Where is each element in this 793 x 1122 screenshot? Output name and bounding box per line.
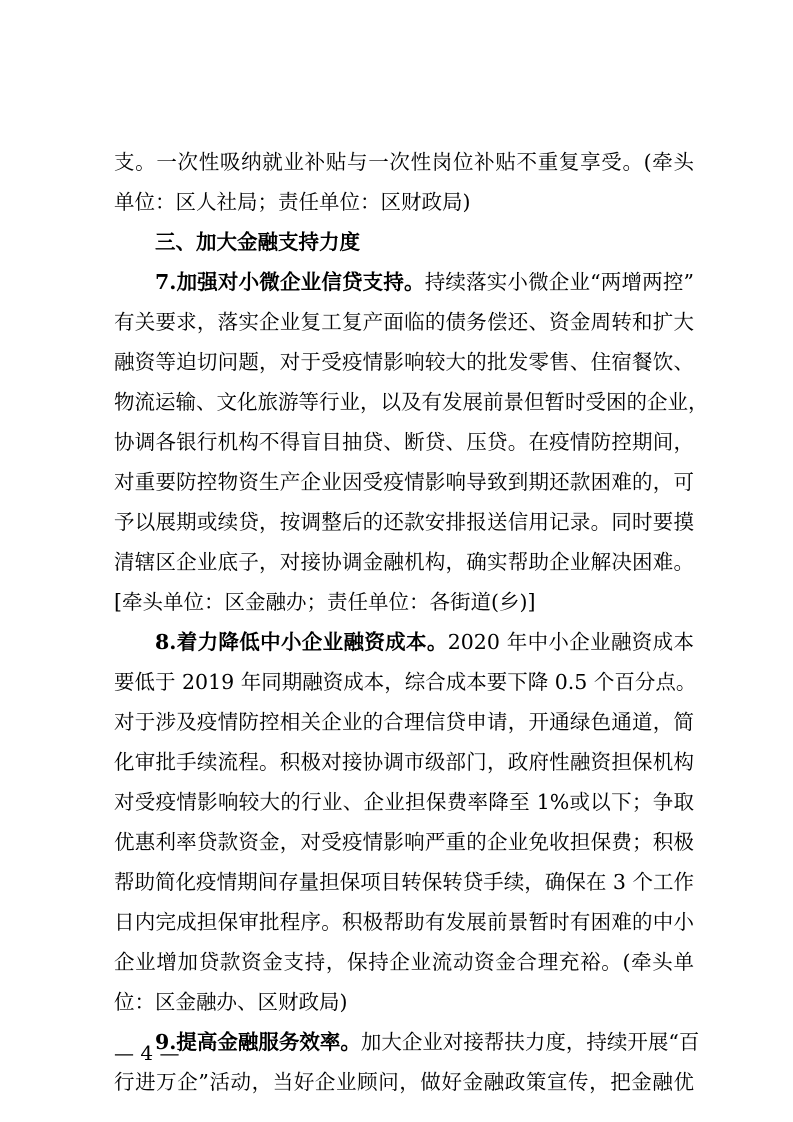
text-line	[114, 542, 694, 582]
page-number: — 4 —	[114, 1041, 180, 1065]
text-line	[114, 302, 694, 342]
line-text: 清辖区企业底子，对接协调金融机构，确实帮助企业解决困难。	[114, 550, 694, 574]
line-text: 对受疫情影响较大的行业、企业担保费率降至 1%或以下；争取	[114, 790, 694, 814]
document-body	[114, 142, 709, 1102]
item-title: 8.着力降低中小企业融资成本。	[155, 630, 448, 654]
section-heading	[114, 222, 694, 262]
line-text: 行进万企”活动，当好企业顾问，做好金融政策宣传，把金融优	[114, 1070, 694, 1094]
line-text: 单位：区人社局；责任单位：区财政局)	[114, 190, 471, 214]
line-text: 物流运输、文化旅游等行业，以及有发展前景但暂时受困的企业，	[114, 390, 709, 414]
line-text: 对于涉及疫情防控相关企业的合理信贷申请，开通绿色通道，简	[114, 710, 694, 734]
line-text: 融资等迫切问题，对于受疫情影响较大的批发零售、住宿餐饮、	[114, 350, 694, 374]
line-text: 化审批手续流程。积极对接协调市级部门，政府性融资担保机构	[114, 750, 694, 774]
text-line	[114, 342, 694, 382]
text-line	[114, 902, 694, 942]
text-line	[114, 502, 694, 542]
text-line	[114, 462, 694, 502]
line-text: 持续落实小微企业“两增两控”	[424, 270, 694, 294]
line-text: 有关要求，落实企业复工复产面临的债务偿还、资金周转和扩大	[114, 310, 694, 334]
heading-text: 三、加大金融支持力度	[155, 230, 360, 254]
text-line	[114, 142, 694, 182]
paragraph-first-line	[114, 622, 694, 662]
text-line	[114, 822, 694, 862]
text-line	[114, 582, 694, 622]
item-title: 9.提高金融服务效率。	[155, 1030, 361, 1054]
text-line	[114, 382, 709, 422]
text-line	[114, 662, 697, 702]
text-line	[114, 862, 694, 902]
line-text: 加大企业对接帮扶力度，持续开展“百	[360, 1030, 700, 1054]
line-text: 协调各银行机构不得盲目抽贷、断贷、压贷。在疫情防控期间，	[114, 430, 694, 454]
paragraph-first-line	[114, 262, 694, 302]
line-text: 2020 年中小企业融资成本	[447, 630, 694, 654]
text-line	[114, 1062, 694, 1102]
text-line	[114, 942, 694, 982]
line-text: 要低于 2019 年同期融资成本，综合成本要下降 0.5 个百分点。	[114, 670, 697, 694]
line-text: 支。一次性吸纳就业补贴与一次性岗位补贴不重复享受。(牵头	[114, 150, 694, 174]
text-line	[114, 782, 694, 822]
text-line	[114, 182, 694, 222]
text-line	[114, 422, 694, 462]
text-line	[114, 742, 694, 782]
line-text: 对重要防控物资生产企业因受疫情影响导致到期还款困难的，可	[114, 470, 694, 494]
line-text: 予以展期或续贷，按调整后的还款安排报送信用记录。同时要摸	[114, 510, 694, 534]
text-line	[114, 702, 694, 742]
line-text: 帮助简化疫情期间存量担保项目转保转贷手续，确保在 3 个工作	[114, 870, 694, 894]
item-title: 7.加强对小微企业信贷支持。	[155, 270, 425, 294]
paragraph-first-line	[114, 1022, 700, 1062]
line-text: 企业增加贷款资金支持，保持企业流动资金合理充裕。(牵头单	[114, 950, 694, 974]
line-text: 优惠利率贷款资金，对受疫情影响严重的企业免收担保费；积极	[114, 830, 694, 854]
text-line	[114, 982, 694, 1022]
line-text: 日内完成担保审批程序。积极帮助有发展前景暂时有困难的中小	[114, 910, 694, 934]
line-text: 位：区金融办、区财政局)	[114, 990, 348, 1014]
line-text: [牵头单位：区金融办；责任单位：各街道(乡)]	[114, 590, 536, 614]
